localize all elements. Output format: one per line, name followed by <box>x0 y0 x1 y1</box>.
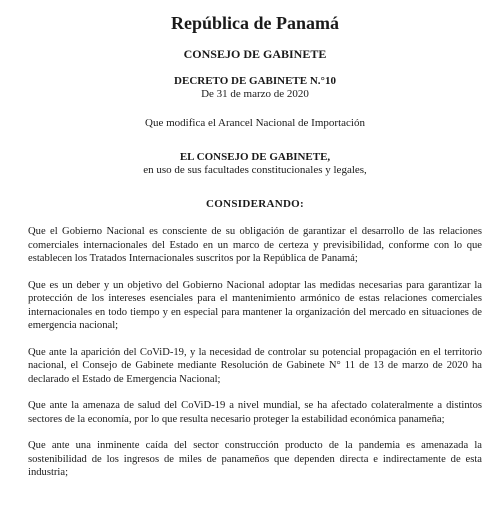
considering-paragraph-3: Que ante la aparición del CoViD-19, y la necesidad de controlar su potencial propagación en el territorio nacional, el Consejo de Gabinete mediante Resolución de Gabinete N° 11 de 13 de marzo de 2020 ha declarado el Estado de Emergencia Nacional; <box>28 346 482 385</box>
considering-paragraph-1: Que el Gobierno Nacional es consciente de su obligación de garantizar el desarrollo de las relaciones comerciales internacionales del Estado en un marco de certeza y previsibilidad, conforme con lo que establecen los Tratados Internacionales suscritos por la República de Panamá; <box>28 226 482 264</box>
republic-title: República de Panamá <box>170 13 339 33</box>
issuer-title: EL CONSEJO DE GABINETE, <box>179 151 331 163</box>
decree-subject: Que modifica el Arancel Nacional de Importación <box>145 117 365 129</box>
decree-date: De 31 de marzo de 2020 <box>201 88 309 100</box>
considering-paragraph-4: Que ante la amenaza de salud del CoViD-19 a nivel mundial, se ha afectado colateralmente a distintos sectores de la economía, por lo que resulta necesario proteger la estabilidad económica panameña; <box>28 400 482 425</box>
decree-number: DECRETO DE GABINETE N.°10 <box>174 75 336 87</box>
issuer-subtitle: en uso de sus facultades constitucionales y legales, <box>143 164 367 176</box>
considering-heading: CONSIDERANDO: <box>205 198 305 210</box>
council-heading: CONSEJO DE GABINETE <box>183 47 327 61</box>
considering-paragraph-2: Que es un deber y un objetivo del Gobierno Nacional adoptar las medidas necesarias para garantizar la protección de los intereses esenciales para el mantenimiento armónico de estas relaciones comerciales internacionales en todo tiempo y en especial para mantener la organización del mercado en situaciones de emergencia nacional; <box>28 279 482 331</box>
considering-paragraph-5: Que ante una inminente caída del sector construcción producto de la pandemia es amenazada la sostenibilidad de los ingresos de miles de panameños que dependen directa e indirectamente de esta industria; <box>28 440 482 478</box>
